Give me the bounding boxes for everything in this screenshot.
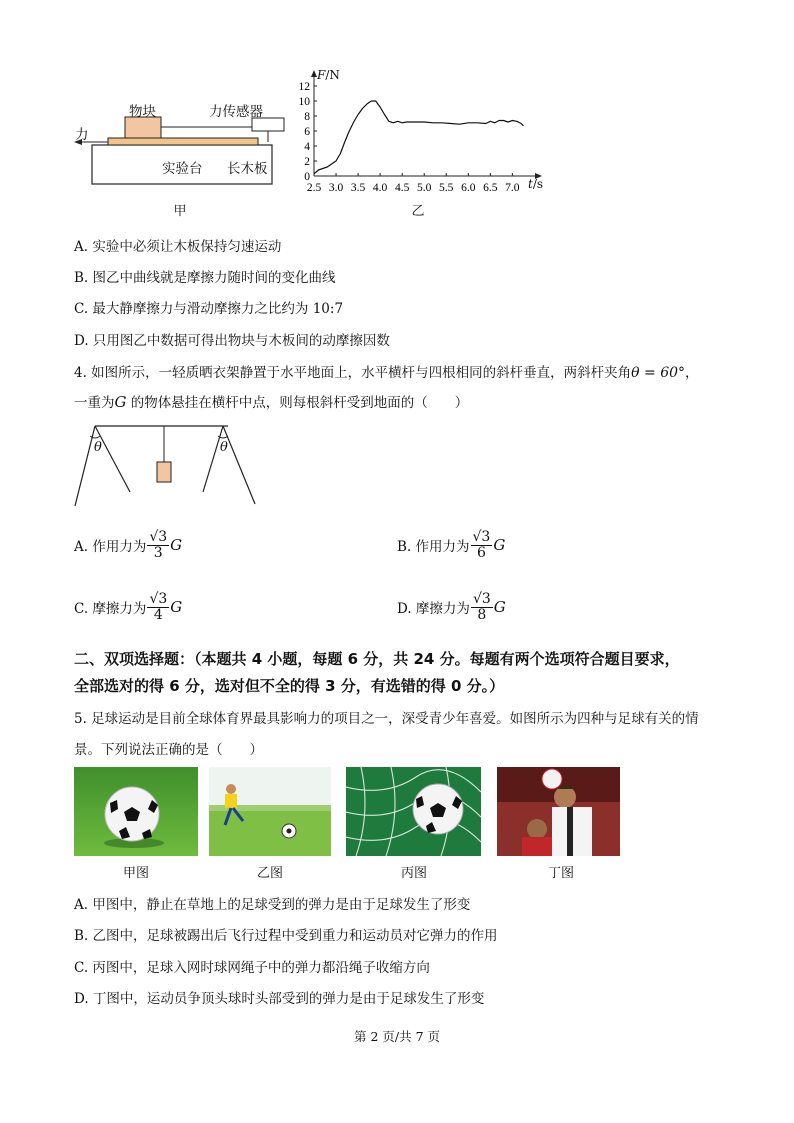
photo-ding-image bbox=[497, 767, 620, 856]
q5-option-d: D. 丁图中，运动员争顶头球时头部受到的弹力是由于足球发生了形变 bbox=[74, 991, 485, 1007]
figure-jia bbox=[70, 95, 295, 215]
q4-option-a: A. 作用力为 $\frac{√3}{3}$ G bbox=[74, 529, 183, 561]
y-tick-label: 10 bbox=[298, 96, 310, 108]
photo-bing-image bbox=[346, 767, 481, 856]
x-tick-label: 2.5 bbox=[306, 182, 322, 194]
photo-bing bbox=[346, 767, 481, 856]
q5-stem-line1: 5. 足球运动是目前全球体育界最具影响力的项目之一，深受青少年喜爱。如图所示为四种与足球有关的情 bbox=[74, 711, 699, 727]
block-label: 物块 bbox=[129, 104, 156, 120]
x-tick-label: 4.5 bbox=[394, 182, 410, 194]
section2-heading-line1: 二、双项选择题：（本题共 4 小题，每题 6 分，共 24 分。每题有两个选项符合题目要求， bbox=[74, 650, 680, 668]
q5-option-c: C. 丙图中，足球入网时球网绳子中的弹力都沿绳子收缩方向 bbox=[74, 960, 430, 976]
x-tick-label: 7.0 bbox=[505, 182, 520, 194]
x-tick-label: 5.5 bbox=[439, 182, 454, 194]
caption-jia-photo: 甲图 bbox=[122, 866, 149, 881]
q4-stem-line2 bbox=[74, 391, 468, 411]
section2-heading-line2: 全部选对的得 6 分，选对但不全的得 3 分，有选错的得 0 分。） bbox=[74, 677, 505, 695]
y-tick-label: 6 bbox=[304, 126, 310, 138]
y-tick-label: 8 bbox=[304, 111, 310, 123]
sensor-label: 力传感器 bbox=[209, 104, 263, 120]
theta-label-left: θ bbox=[94, 440, 102, 455]
x-tick-label: 4.0 bbox=[372, 182, 388, 194]
y-tick-label: 4 bbox=[304, 141, 310, 153]
q4-option-c: C. 摩擦力为 $\frac{√3}{4}$ G bbox=[74, 591, 183, 623]
y-tick-label: 12 bbox=[298, 81, 310, 93]
q4-weight-g: G bbox=[114, 393, 127, 411]
q3-option-d: D. 只用图乙中数据可得出物块与木板间的动摩擦因数 bbox=[74, 333, 390, 349]
q5-option-b: B. 乙图中，足球被踢出后飞行过程中受到重力和运动员对它弹力的作用 bbox=[74, 928, 498, 944]
x-tick-label: 5.0 bbox=[417, 182, 432, 194]
photo-ding bbox=[497, 767, 620, 856]
photo-yi bbox=[209, 767, 331, 856]
caption-ding-photo: 丁图 bbox=[547, 866, 574, 881]
theta-label-right: θ bbox=[220, 440, 228, 455]
q4-theta-eq: θ = 60° bbox=[631, 365, 686, 381]
q5-stem-line2: 景。下列说法正确的是（ ） bbox=[74, 742, 263, 758]
q4-stem-line1 bbox=[74, 361, 699, 381]
photo-yi-image bbox=[209, 767, 331, 856]
q4-option-d: D. 摩擦力为 $\frac{√3}{8}$ G bbox=[397, 591, 506, 623]
q4-option-b: B. 作用力为 $\frac{√3}{6}$ G bbox=[397, 529, 506, 561]
rack-diagram bbox=[70, 420, 265, 512]
page-footer: 第 2 页/共 7 页 bbox=[353, 1029, 440, 1044]
photo-jia bbox=[74, 767, 198, 856]
q4-stem-post: 的物体悬挂在横杆中点，则每根斜杆受到地面的（ ） bbox=[126, 395, 469, 411]
y-axis-label: F/N bbox=[317, 68, 340, 82]
figure-yi-caption: 乙 bbox=[411, 204, 425, 219]
x-tick-label: 6.0 bbox=[461, 182, 476, 194]
x-axis-label: t/s bbox=[528, 177, 544, 191]
q4-stem-text: 4. 如图所示，一轻质晒衣架静置于水平地面上，水平横杆与四根相同的斜杆垂直，两斜杆夹角 bbox=[74, 365, 632, 381]
figure-rack bbox=[70, 420, 265, 512]
board-label: 长木板 bbox=[227, 161, 268, 177]
figure-jia-caption: 甲 bbox=[173, 204, 187, 219]
q5-option-a: A. 甲图中，静止在草地上的足球受到的弹力是由于足球发生了形变 bbox=[74, 897, 471, 913]
force-time-chart bbox=[290, 66, 545, 201]
caption-bing-photo: 丙图 bbox=[400, 866, 427, 881]
force-label: 力 bbox=[75, 127, 89, 143]
y-tick-label: 0 bbox=[304, 171, 310, 183]
y-tick-label: 2 bbox=[304, 156, 310, 168]
photo-jia-image bbox=[74, 767, 198, 856]
x-tick-label: 3.0 bbox=[328, 182, 344, 194]
q3-option-a: A. 实验中必须让木板保持匀速运动 bbox=[74, 239, 282, 255]
q4-stem-end: ， bbox=[685, 365, 699, 381]
x-tick-label: 6.5 bbox=[483, 182, 498, 194]
x-tick-label: 3.5 bbox=[350, 182, 366, 194]
q4-stem-pre: 一重为 bbox=[74, 395, 115, 411]
caption-yi-photo: 乙图 bbox=[256, 866, 283, 881]
q3-option-b: B. 图乙中曲线就是摩擦力随时间的变化曲线 bbox=[74, 270, 336, 286]
bench-label: 实验台 bbox=[162, 161, 203, 177]
q3-option-c: C. 最大静摩擦力与滑动摩擦力之比约为 10:7 bbox=[74, 301, 344, 317]
force-curve bbox=[314, 101, 523, 174]
figure-yi bbox=[290, 66, 545, 201]
